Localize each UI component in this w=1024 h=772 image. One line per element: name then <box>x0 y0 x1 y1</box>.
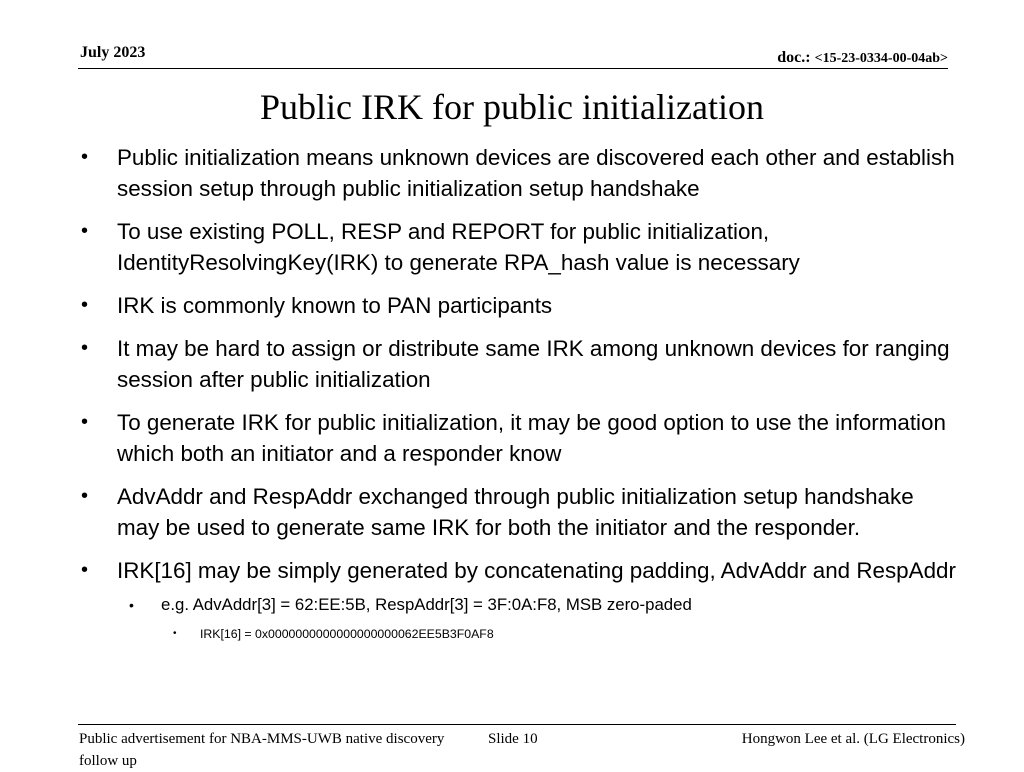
slide-title: Public IRK for public initialization <box>260 87 764 127</box>
bullet-item <box>78 555 958 586</box>
header-date: July 2023 <box>80 44 146 61</box>
bullet-item <box>78 290 958 321</box>
sub-sub-bullet-item <box>78 625 958 643</box>
doc-code: <15-23-0334-00-04ab> <box>814 51 948 66</box>
bullet-text: AdvAddr and RespAddr exchanged through public initialization setup handshake may be used to generate same IRK for both the initiator and the responder. <box>117 484 914 540</box>
bullet-item <box>78 333 958 395</box>
bullet-item <box>78 142 958 204</box>
doc-label: doc.: <box>777 49 815 66</box>
footer-slide-number: Slide 10 <box>488 731 538 747</box>
bullet-text: It may be hard to assign or distribute same IRK among unknown devices for ranging session after public initialization <box>117 336 950 392</box>
sub-bullet-item <box>78 593 958 617</box>
bullet-dot-icon: • <box>129 597 134 613</box>
bullet-dot-icon: • <box>81 411 89 433</box>
bullet-dot-icon: • <box>81 485 89 507</box>
footer-author: Hongwon Lee et al. (LG Electronics) <box>741 731 965 747</box>
bullet-item <box>78 216 958 278</box>
bullet-dot-icon: • <box>81 294 89 316</box>
bullet-list <box>78 142 958 643</box>
bullet-text: To use existing POLL, RESP and REPORT for public initialization, IdentityResolvingKey(IRK) to generate RPA_hash value is necessary <box>117 219 800 275</box>
sub-sub-bullet-text: IRK[16] = 0x0000000000000000000062EE5B3F0AF8 <box>200 627 494 641</box>
bullet-text: IRK is commonly known to PAN participants <box>117 293 553 318</box>
bullet-item <box>78 407 958 469</box>
bullet-dot-icon: • <box>81 559 89 581</box>
bullet-dot-icon: • <box>173 628 177 639</box>
header-doc-id <box>777 49 948 67</box>
bullet-item <box>78 481 958 543</box>
bullet-dot-icon: • <box>81 146 89 168</box>
footer-description: Public advertisement for NBA-MMS-UWB native discovery follow up <box>79 731 445 769</box>
footer-divider <box>78 724 956 725</box>
bullet-dot-icon: • <box>81 220 89 242</box>
bullet-text: IRK[16] may be simply generated by concatenating padding, AdvAddr and RespAddr <box>117 558 956 583</box>
bullet-dot-icon: • <box>81 337 89 359</box>
bullet-text: To generate IRK for public initialization, it may be good option to use the information which both an initiator and a responder know <box>117 410 946 466</box>
header-divider <box>78 68 948 69</box>
sub-bullet-text: e.g. AdvAddr[3] = 62:EE:5B, RespAddr[3] = 3F:0A:F8, MSB zero-paded <box>161 595 692 614</box>
bullet-text: Public initialization means unknown devices are discovered each other and establish session setup through public initialization setup handshake <box>117 145 955 201</box>
